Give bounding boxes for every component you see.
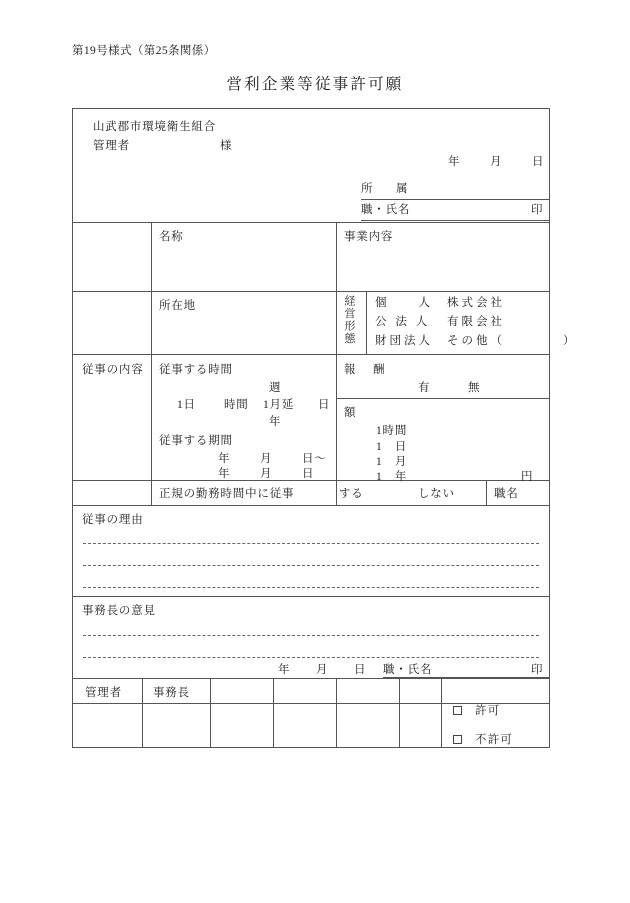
rule-approval-c3: [273, 678, 274, 748]
work-hours-label: 従事する時間: [159, 364, 233, 376]
mgmt-form-label: 経営形態: [343, 295, 355, 345]
approval-option-allow[interactable]: [453, 702, 500, 718]
form-frame: [72, 108, 578, 748]
rule-address-bottom: [73, 354, 549, 355]
work-days-unit: 日: [318, 399, 331, 411]
opinion-name-label: 職・氏名: [383, 664, 433, 676]
form-number: 第19号様式（第25条関係）: [72, 45, 216, 57]
regular-work-yes[interactable]: する: [339, 488, 364, 500]
approval-col-0: 管理者: [85, 687, 122, 699]
mgmt-option-1[interactable]: 公 法 人: [375, 316, 431, 328]
period-from-day: 日～: [302, 453, 327, 465]
rule-regular-sep: [486, 480, 487, 505]
approval-option-deny[interactable]: [453, 731, 513, 747]
date-month: 月: [490, 156, 503, 168]
reason-line-1[interactable]: [83, 543, 539, 544]
work-year-label: 年: [269, 416, 282, 428]
reason-label: 従事の理由: [82, 514, 144, 526]
name-label: 職・氏名: [361, 204, 411, 216]
mgmt-option-0[interactable]: 個 人: [375, 297, 433, 309]
checkbox-allow-icon[interactable]: [453, 706, 462, 715]
date-day: 日: [532, 156, 545, 168]
rule-opinion-bottom: [73, 678, 549, 679]
rule-approval-c6: [441, 678, 442, 748]
date-year: 年: [448, 156, 461, 168]
reason-line-3[interactable]: [83, 587, 539, 588]
business-address-label: 所在地: [159, 300, 196, 312]
seal-label: 印: [531, 204, 544, 216]
rule-mgmt-label-col: [366, 291, 367, 354]
amount-label: 額: [344, 407, 357, 419]
reward-yes[interactable]: 有: [418, 382, 431, 394]
mgmt-option-2[interactable]: 財団法人: [375, 335, 433, 347]
period-to-month: 月: [260, 468, 273, 480]
business-name-label: 名称: [159, 231, 184, 243]
rule-label-col: [151, 222, 152, 505]
amount-per-hour: 1時間: [376, 425, 408, 437]
work-period-label: 従事する期間: [159, 435, 233, 447]
rule-name-bottom: [73, 291, 549, 292]
amount-currency: 円: [521, 471, 534, 483]
period-to-day: 日: [302, 468, 315, 480]
rule-regular-bottom: [73, 505, 549, 506]
addressee-honorific: 様: [220, 140, 233, 152]
rule-header-bottom: [73, 222, 549, 223]
rule-mid-col: [336, 222, 337, 505]
name-input-line[interactable]: [361, 220, 549, 221]
work-row-label: 従事の内容: [82, 364, 144, 376]
opinion-seal-label: 印: [531, 664, 544, 676]
opinion-line-2[interactable]: [83, 657, 539, 658]
business-content-label: 事業内容: [344, 231, 394, 243]
mgmt-option-5[interactable]: その他（ ）: [447, 335, 578, 347]
regular-work-no[interactable]: しない: [418, 488, 455, 500]
opinion-name-input-line[interactable]: [383, 677, 549, 678]
approval-option-deny-label: 不許可: [475, 734, 514, 746]
opinion-label: 事務長の意見: [82, 605, 156, 617]
opinion-line-1[interactable]: [83, 635, 539, 636]
regular-work-label: 正規の勤務時間中に従事: [159, 488, 295, 500]
work-hours-unit: 時間: [224, 399, 249, 411]
reward-label: 報 酬: [344, 364, 388, 376]
rule-reason-bottom: [73, 596, 549, 597]
work-week-label: 週: [269, 382, 282, 394]
period-from-month: 月: [260, 453, 273, 465]
affiliation-label: 所 属: [361, 183, 414, 195]
rule-approval-c2: [210, 678, 211, 748]
position-label: 職名: [494, 488, 519, 500]
mgmt-option-4[interactable]: 有限会社: [447, 316, 505, 328]
work-month-total-label: 1月延: [263, 399, 295, 411]
addressee-role: 管理者: [93, 140, 130, 152]
opinion-date-day: 日: [354, 664, 367, 676]
mgmt-option-3[interactable]: 株式会社: [447, 297, 505, 309]
opinion-date-month: 月: [316, 664, 329, 676]
amount-per-year: 1 年: [376, 471, 408, 483]
reward-no[interactable]: 無: [468, 382, 481, 394]
approval-option-allow-label: 許可: [475, 705, 501, 717]
rule-approval-c1: [142, 678, 143, 748]
rule-approval-c4: [336, 678, 337, 748]
reason-line-2[interactable]: [83, 565, 539, 566]
rule-approval-c5: [399, 678, 400, 748]
work-per-day-label: 1日: [177, 399, 196, 411]
period-to-year: 年: [218, 468, 231, 480]
approval-col-1: 事務長: [153, 687, 190, 699]
page-title: 営利企業等従事許可願: [226, 76, 404, 93]
rule-reward-bottom: [336, 398, 549, 399]
amount-per-day: 1 日: [376, 441, 408, 453]
period-from-year: 年: [218, 453, 231, 465]
amount-per-month: 1 月: [376, 456, 408, 468]
affiliation-input-line[interactable]: [361, 199, 549, 200]
opinion-date-year: 年: [278, 664, 291, 676]
addressee-organization: 山武郡市環境衛生組合: [93, 121, 216, 133]
checkbox-deny-icon[interactable]: [453, 735, 462, 744]
